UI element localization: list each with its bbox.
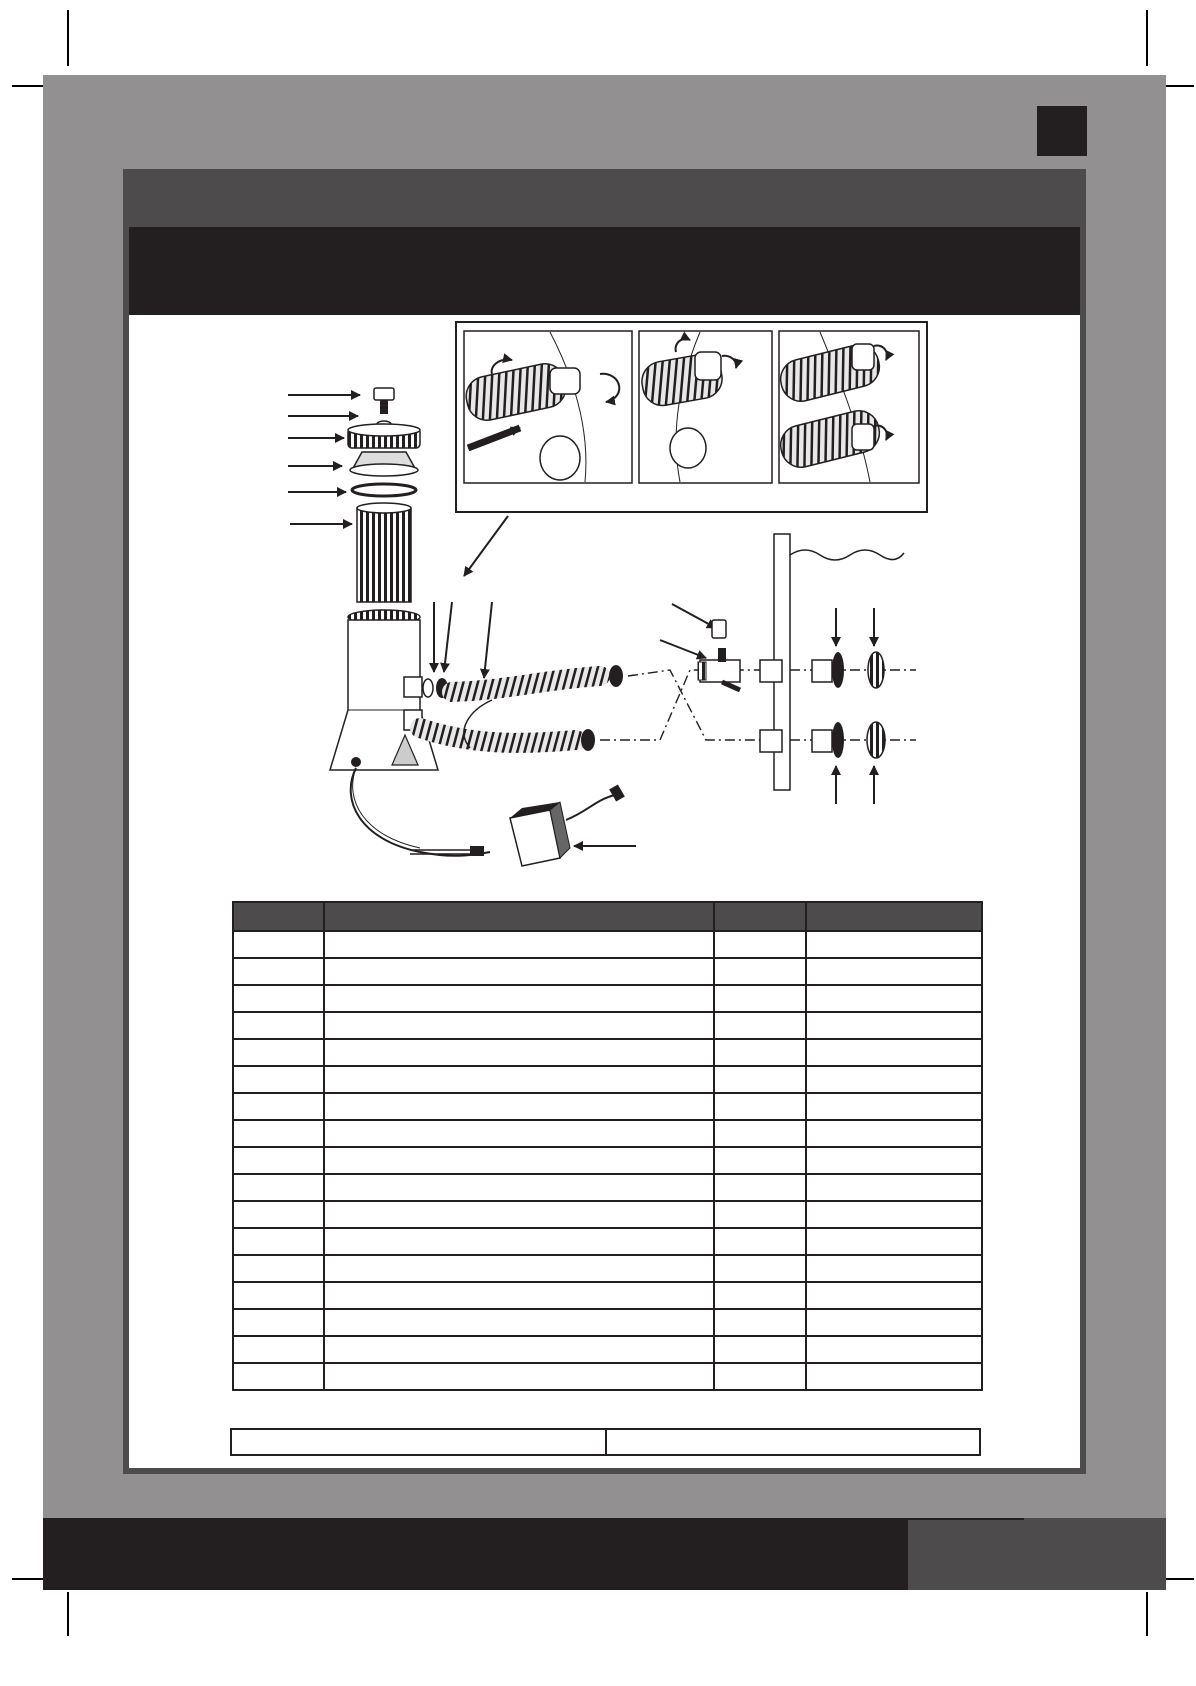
cell-ref-no: [233, 1012, 324, 1039]
cell-qty: [714, 1039, 806, 1066]
cell-spare-part-no: [806, 1120, 982, 1147]
cell-description: [324, 1282, 714, 1309]
cell-ref-no: [233, 1336, 324, 1363]
cell-description: [324, 1093, 714, 1120]
cell-description: [324, 1039, 714, 1066]
table-row: [233, 1039, 982, 1066]
cell-spare-part-no: [806, 1363, 982, 1390]
cell-ref-no: [233, 1201, 324, 1228]
table-row: [233, 1201, 982, 1228]
cell-description: [324, 1201, 714, 1228]
strainers: [812, 608, 885, 804]
cell-qty: [714, 985, 806, 1012]
parts-table: [232, 901, 983, 1391]
step-panel-3: [776, 331, 919, 483]
table-row: [233, 1093, 982, 1120]
table-row: [233, 1147, 982, 1174]
cell-description: [324, 1363, 714, 1390]
header-ref-no: [233, 902, 324, 931]
cell-qty: [714, 1336, 806, 1363]
cell-description: [324, 985, 714, 1012]
cell-ref-no: [233, 1120, 324, 1147]
cell-qty: [714, 1309, 806, 1336]
cell-spare-part-no: [806, 1147, 982, 1174]
cell-description: [324, 1012, 714, 1039]
cell-description: [324, 1228, 714, 1255]
table-row: [233, 1120, 982, 1147]
header-spare-part-no: [806, 902, 982, 931]
cell-qty: [714, 1093, 806, 1120]
cell-spare-part-no: [806, 1066, 982, 1093]
cell-spare-part-no: [806, 1255, 982, 1282]
cell-spare-part-no: [806, 985, 982, 1012]
cell-spare-part-no: [806, 931, 982, 958]
cell-spare-part-no: [806, 1309, 982, 1336]
cell-ref-no: [233, 1093, 324, 1120]
cell-qty: [714, 1174, 806, 1201]
table-header-row: [233, 902, 982, 931]
step-panels: [456, 322, 927, 512]
cell-spare-part-no: [806, 1174, 982, 1201]
transformer: [351, 768, 636, 866]
table-row: [233, 985, 982, 1012]
cell-description: [324, 1120, 714, 1147]
cell-ref-no: [233, 1147, 324, 1174]
cell-ref-no: [233, 1174, 324, 1201]
valve-assembly: [660, 604, 740, 690]
table-row: [233, 1012, 982, 1039]
table-row: [233, 1363, 982, 1390]
cell-ref-no: [233, 985, 324, 1012]
cell-spare-part-no: [806, 1282, 982, 1309]
cell-spare-part-no: [806, 1336, 982, 1363]
cell-spare-part-no: [806, 958, 982, 985]
cell-ref-no: [233, 1282, 324, 1309]
summary-table: [230, 1428, 981, 1456]
cell-ref-no: [233, 1039, 324, 1066]
cell-qty: [714, 1012, 806, 1039]
cell-qty: [714, 931, 806, 958]
cell-spare-part-no: [806, 1093, 982, 1120]
cell-qty: [714, 1282, 806, 1309]
cell-spare-part-no: [806, 1201, 982, 1228]
footer-bar: [43, 1518, 908, 1590]
cell-ref-no: [233, 931, 324, 958]
footer-page-tab: [908, 1518, 1166, 1590]
table-row: [233, 1255, 982, 1282]
cell-description: [324, 1309, 714, 1336]
table-row: [233, 958, 982, 985]
cell-qty: [714, 1147, 806, 1174]
table-row: [233, 1174, 982, 1201]
cell-qty: [714, 1120, 806, 1147]
table-row: [233, 1228, 982, 1255]
step-panel-1: [463, 331, 632, 483]
footer-divider: [908, 1518, 1024, 1520]
cell-qty: [714, 958, 806, 985]
cell-spare-part-no: [806, 1039, 982, 1066]
cell-ref-no: [233, 1309, 324, 1336]
table-row: [233, 931, 982, 958]
cell-description: [324, 1174, 714, 1201]
cell-qty: [714, 1363, 806, 1390]
cell-description: [324, 1336, 714, 1363]
cell-description: [324, 958, 714, 985]
cell-qty: [714, 1255, 806, 1282]
cell-spare-part-no: [806, 1228, 982, 1255]
summary-cell-left: [231, 1429, 606, 1455]
cell-description: [324, 1147, 714, 1174]
cell-ref-no: [233, 1363, 324, 1390]
table-row: [233, 1282, 982, 1309]
step-panel-2: [639, 331, 772, 483]
crop-mark: [1146, 1592, 1148, 1636]
header-qty: [714, 902, 806, 931]
hoses: [420, 665, 623, 751]
cell-ref-no: [233, 1228, 324, 1255]
cell-description: [324, 1066, 714, 1093]
summary-row: [231, 1429, 980, 1455]
summary-cell-right: [606, 1429, 981, 1455]
table-row: [233, 1066, 982, 1093]
cell-qty: [714, 1228, 806, 1255]
table-row: [233, 1309, 982, 1336]
cell-ref-no: [233, 1255, 324, 1282]
table-row: [233, 1336, 982, 1363]
cell-ref-no: [233, 1066, 324, 1093]
header-description: [324, 902, 714, 931]
cell-qty: [714, 1201, 806, 1228]
cell-spare-part-no: [806, 1012, 982, 1039]
cell-qty: [714, 1066, 806, 1093]
crop-mark: [67, 1592, 69, 1636]
cell-description: [324, 1255, 714, 1282]
cell-ref-no: [233, 958, 324, 985]
cell-description: [324, 931, 714, 958]
